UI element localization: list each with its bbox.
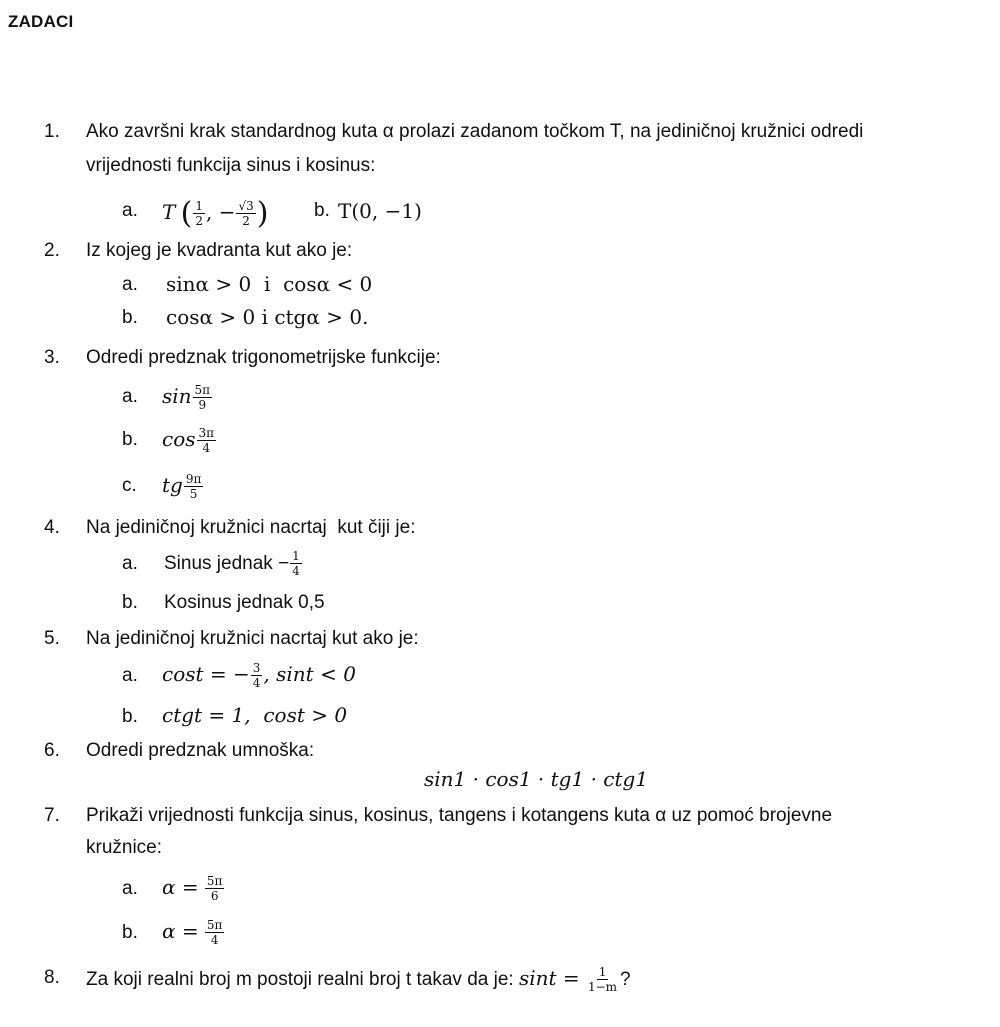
condition-expression: sinα > 0 i cosα < 0 — [166, 272, 373, 296]
subitem-label: a. — [122, 553, 138, 574]
subitem-label: a. — [122, 665, 138, 686]
trig-expression: sin $\frac{5\pi}{9}$ — [162, 383, 211, 413]
page-title: ZADACI — [8, 12, 74, 31]
subitem-label: a. — [122, 200, 138, 221]
subitem-label: b. — [122, 307, 138, 328]
task-text: Odredi predznak umnoška: — [86, 740, 315, 761]
fraction: $\frac{1}{2}$ — [195, 199, 203, 229]
task-text: Za koji realni broj m postoji realni broj t takav da je: sint = $\frac{1}{1-m}$ ? — [86, 965, 631, 995]
subitem-label: b. — [122, 429, 138, 450]
task-number: 1. — [44, 121, 60, 142]
condition-text: Kosinus jednak 0,5 — [164, 592, 325, 613]
product-expression: sin1 · cos1 · tg1 · ctg1 — [424, 767, 649, 791]
subitem-label: c. — [122, 475, 137, 496]
subitem-label: b. — [122, 706, 138, 727]
fraction: $\frac{√3}{2}$ — [238, 199, 254, 229]
task-number: 6. — [44, 740, 60, 761]
paren-open: ( — [180, 195, 193, 231]
task-number: 5. — [44, 628, 60, 649]
trig-expression: cos $\frac{3\pi}{4}$ — [162, 426, 215, 456]
comma-minus: , − — [205, 200, 236, 224]
condition-expression: Sinus jednak − $\frac{1}{4}$ — [164, 549, 300, 579]
task-number: 2. — [44, 240, 60, 261]
task-number: 3. — [44, 347, 60, 368]
point-expression: T(0, −1) — [338, 199, 422, 223]
task-text: Na jediničnoj kružnici nacrtaj kut ako je: — [86, 628, 419, 649]
task-text: kružnice: — [86, 837, 163, 858]
subitem-label: b. — [122, 922, 138, 943]
task-text: Iz kojeg je kvadranta kut ako je: — [86, 240, 353, 261]
task-number: 7. — [44, 805, 60, 826]
task-text: Na jediničnoj kružnici nacrtaj kut čiji je: — [86, 517, 416, 538]
angle-expression: α = $\frac{5\pi}{4}$ — [162, 918, 223, 948]
condition-expression: cosα > 0 i ctgα > 0. — [166, 305, 369, 329]
point-symbol: T — [162, 200, 176, 224]
task-text: vrijednosti funkcija sinus i kosinus: — [86, 155, 376, 176]
subitem-label: a. — [122, 386, 138, 407]
point-expression — [162, 194, 268, 232]
task-number: 8. — [44, 967, 60, 988]
task-number: 4. — [44, 517, 60, 538]
condition-expression: cost = − $\frac{3}{4}$ , sint < 0 — [162, 661, 356, 691]
subitem-label: a. — [122, 878, 138, 899]
paren-close: ) — [256, 195, 269, 231]
task-text: Odredi predznak trigonometrijske funkcije: — [86, 347, 441, 368]
task-text: Prikaži vrijednosti funkcija sinus, kosinus, tangens i kotangens kuta α uz pomoć brojevne — [86, 805, 833, 826]
subitem-label: a. — [122, 274, 138, 295]
task-text: Ako završni krak standardnog kuta α prolazi zadanom točkom T, na jediničnoj kružnici odredi — [86, 121, 864, 142]
angle-expression: α = $\frac{5\pi}{6}$ — [162, 874, 223, 904]
trig-expression: tg $\frac{9\pi}{5}$ — [162, 472, 202, 502]
condition-expression: ctgt = 1, cost > 0 — [162, 703, 348, 727]
subitem-label: b. — [122, 592, 138, 613]
subitem-label: b. — [314, 200, 330, 221]
